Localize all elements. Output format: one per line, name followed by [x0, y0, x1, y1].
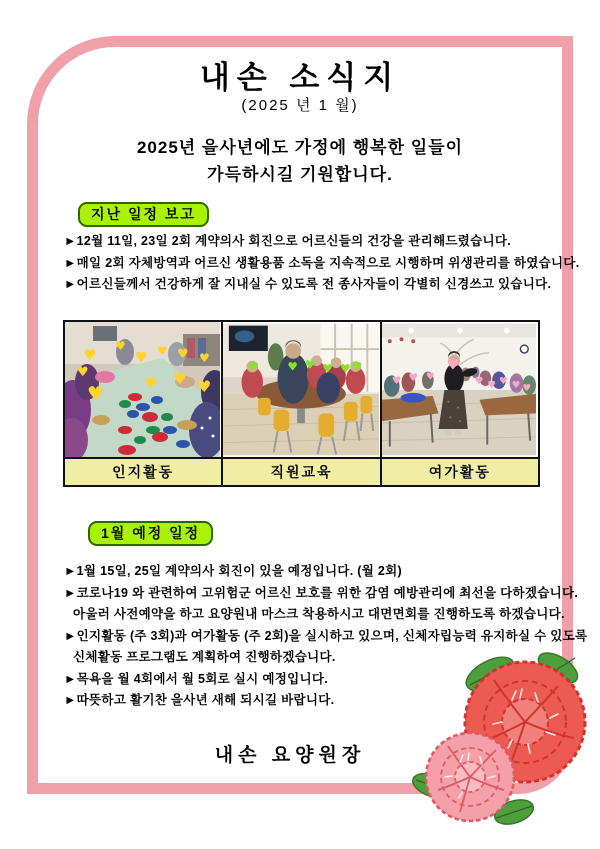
- upcoming-bullet-4: ►목욕을 월 4회에서 월 5회로 실시 예정입니다.: [64, 671, 328, 686]
- activity-photo-table: [63, 320, 540, 487]
- page-title: 내손 소식지: [199, 60, 401, 95]
- greeting-line-2: 가득하시길 기원합니다.: [207, 165, 393, 184]
- leisure-activity-illustration: [382, 322, 536, 457]
- svg-text:♥: ♥: [352, 359, 363, 374]
- section-badge-past-schedule: 지난 일정 보고: [78, 202, 209, 227]
- caption-staff-training: 직원교육: [222, 458, 380, 486]
- svg-text:♥: ♥: [522, 382, 531, 394]
- upcoming-bullet-1: ►1월 15일, 25일 계약의사 회진이 있을 예정입니다. (월 2회): [64, 564, 402, 578]
- carnation-flowers-decoration: [408, 638, 600, 849]
- upcoming-bullet-2: ►코로나19 와 관련하여 고위험군 어르신 보호를 위한 감염 예방관리에 최선을 다하겠습니다.: [64, 585, 579, 600]
- svg-text:♥: ♥: [77, 365, 89, 380]
- svg-text:♥: ♥: [177, 347, 189, 362]
- svg-text:♥: ♥: [425, 371, 435, 383]
- director-signature: 내손 요양원장: [214, 745, 366, 766]
- upcoming-bullet-3-continued: 신체활동 프로그램도 계획하여 진행하겠습니다.: [73, 650, 336, 664]
- svg-text:♥: ♥: [445, 356, 460, 374]
- caption-leisure-activity: 여가활동: [381, 458, 539, 486]
- svg-text:♥: ♥: [511, 380, 521, 392]
- carnation-small-pink: [426, 733, 514, 821]
- greeting-line-1: 2025년 을사년에도 가정에 행복한 일들이: [136, 138, 464, 157]
- photo-leisure-activity: [381, 321, 539, 458]
- svg-text:♥: ♥: [83, 346, 97, 364]
- svg-text:♥: ♥: [474, 376, 483, 388]
- upcoming-bullet-2-continued: 아울러 사전예약을 하고 요양원내 마스크 착용하시고 대면면회를 진행하도록 하겠습니다.: [73, 607, 565, 621]
- svg-text:♥: ♥: [87, 383, 105, 405]
- svg-text:♥: ♥: [115, 339, 126, 353]
- new-year-greeting: [0, 134, 600, 188]
- svg-text:♥: ♥: [498, 376, 508, 388]
- past-bullet-2: ►매일 2회 자체방역과 어르신 생활용품 소독을 지속적으로 시행하며 위생관리를 하였습니다.: [64, 255, 580, 270]
- upcoming-bullet-3: ►인지활동 (주 3회)과 여가활동 (주 2회)을 실시하고 있으며, 신체자립능력 유지하실 수 있도록: [64, 628, 588, 643]
- section-badge-upcoming-schedule: 1월 예정 일정: [88, 521, 213, 546]
- svg-text:♥: ♥: [391, 374, 402, 388]
- svg-text:♥: ♥: [135, 350, 148, 366]
- svg-text:♥: ♥: [197, 377, 212, 396]
- svg-text:♥: ♥: [340, 361, 351, 376]
- svg-text:♥: ♥: [407, 371, 418, 385]
- svg-text:♥: ♥: [248, 359, 260, 374]
- svg-text:♥: ♥: [199, 351, 210, 365]
- svg-text:♥: ♥: [322, 361, 334, 376]
- svg-text:♥: ♥: [305, 357, 316, 372]
- past-bullet-3: ►어르신들께서 건강하게 잘 지내실 수 있도록 전 종사자들이 각별히 신경쓰고 있습니다.: [64, 277, 552, 291]
- svg-text:♥: ♥: [173, 370, 187, 388]
- svg-text:♥: ♥: [287, 359, 299, 374]
- past-schedule-list: [64, 231, 580, 296]
- cognitive-activity-illustration: [65, 322, 220, 457]
- issue-date: (2025 년 1 월): [241, 97, 359, 114]
- svg-text:♥: ♥: [157, 344, 168, 358]
- svg-text:♥: ♥: [486, 380, 496, 392]
- past-bullet-1: ►12월 11일, 23일 2회 계약의사 회진으로 어르신들의 건강을 관리해드렸습니다.: [64, 234, 511, 248]
- svg-text:♥: ♥: [145, 376, 158, 392]
- photo-staff-training: [222, 321, 380, 458]
- upcoming-bullet-5: ►따뜻하고 활기찬 을사년 새해 되시길 바랍니다.: [64, 693, 335, 707]
- photo-cognitive-activity: [64, 321, 222, 458]
- staff-training-illustration: [223, 322, 379, 457]
- caption-cognitive-activity: 인지활동: [64, 458, 222, 486]
